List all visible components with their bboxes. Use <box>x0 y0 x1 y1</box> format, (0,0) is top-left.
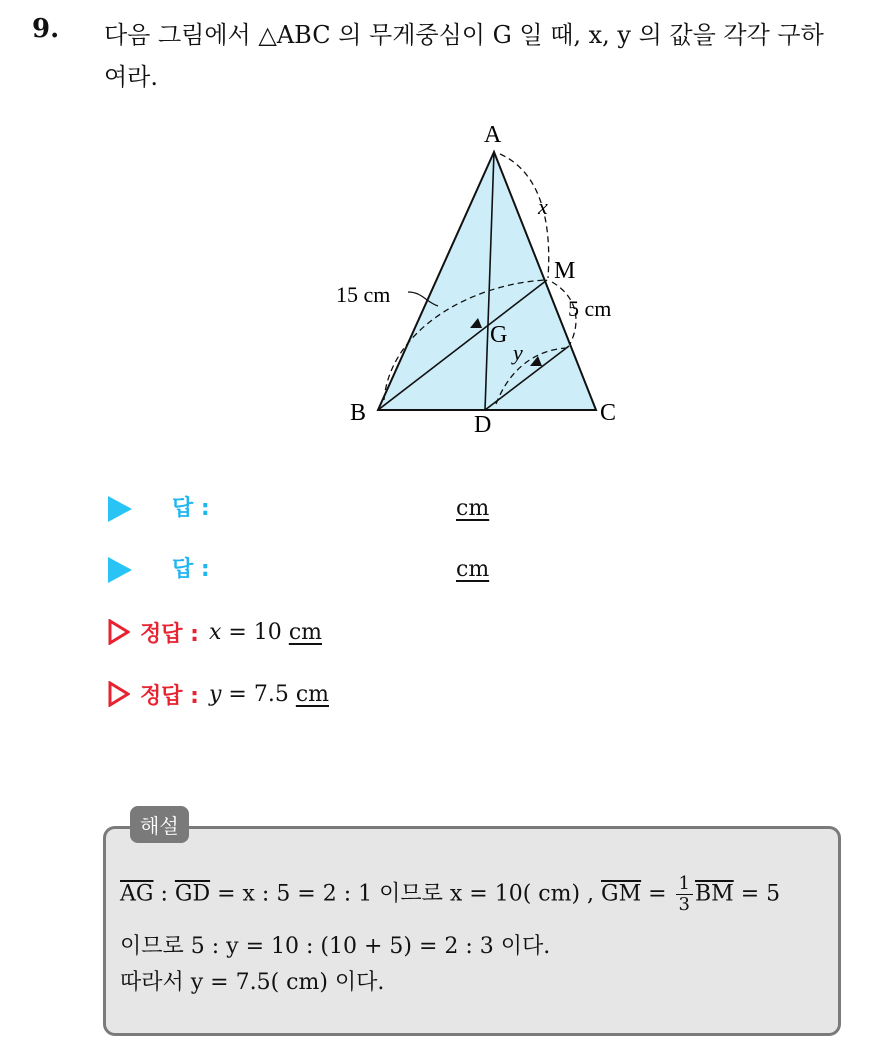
correct-answer-label: 정답 : <box>140 683 199 709</box>
fraction-one-third: $\frac{1}{3}$ <box>676 874 693 915</box>
label-5cm: 5 cm <box>568 296 612 321</box>
correct-answer-value: x = 10 cm <box>208 619 322 645</box>
correct-answer-label: 정답 : <box>140 621 199 647</box>
label-g: G <box>490 322 508 348</box>
correct-answer-value: y = 7.5 cm <box>208 681 330 707</box>
answer-unit[interactable]: cm <box>456 557 490 582</box>
label-b: B <box>350 400 367 426</box>
answer-row-1 <box>108 492 528 526</box>
play-marker-icon <box>108 496 132 522</box>
correct-answer-row-1 <box>108 615 322 649</box>
solution-tag: 해설 <box>130 806 189 843</box>
triangle-figure <box>330 110 640 440</box>
solution-box <box>103 826 841 1036</box>
solution-line-3: 따라서 y = 7.5( cm) 이다. <box>120 970 385 995</box>
label-x: x <box>538 194 548 219</box>
question-line-1: 다음 그림에서 △ABC 의 무게중심이 G 일 때, x, y 의 값을 각각 구하 <box>104 21 824 49</box>
play-marker-icon <box>108 557 132 583</box>
solution-line-1: $\overline{AG}$ : $\overline{GD} = x$ : 5 = 2 : 1 이므로 x = 10( cm) , $\overline{GM}$ = $\frac{1}{3}$ $\overline{BM} = 5$ <box>120 873 781 915</box>
label-c: C <box>600 400 617 426</box>
question-line-2: 여라. <box>104 63 158 91</box>
correct-answer-row-2 <box>108 677 329 711</box>
answer-row-2 <box>108 553 528 587</box>
label-a: A <box>484 122 502 148</box>
answer-unit[interactable]: cm <box>456 496 490 521</box>
label-y: y <box>513 340 523 365</box>
outline-play-marker-icon <box>108 619 130 645</box>
label-m: M <box>554 258 576 284</box>
label-d: D <box>474 412 492 438</box>
question-text <box>104 14 864 98</box>
solution-line-2: 이므로 5 : y = 10 : (10 + 5) = 2 : 3 이다. <box>120 934 551 959</box>
question-number: 9. <box>32 14 60 44</box>
label-15cm: 15 cm <box>336 282 391 307</box>
answer-label: 답 : <box>172 557 210 582</box>
answer-label: 답 : <box>172 496 210 521</box>
outline-play-marker-icon <box>108 681 130 707</box>
